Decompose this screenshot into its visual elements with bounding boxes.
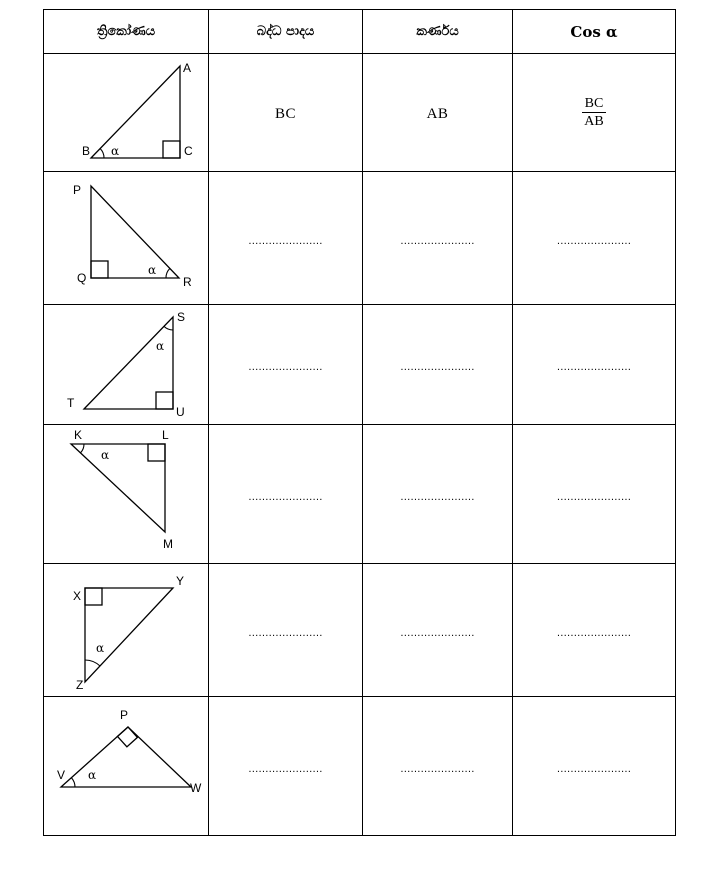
vertex-label-y: Y xyxy=(176,574,185,588)
vertex-label-p: P xyxy=(120,708,129,722)
triangle-xyz-cell xyxy=(44,564,209,697)
hypotenuse-answer-cell xyxy=(363,54,513,172)
hypotenuse-blank-cell[interactable] xyxy=(363,172,513,305)
adjacent-answer-cell xyxy=(209,54,363,172)
answer-blank[interactable]: ...................... xyxy=(400,235,475,247)
table-row xyxy=(44,305,676,425)
hypotenuse-answer: AB xyxy=(426,105,449,122)
answer-blank[interactable]: ...................... xyxy=(400,763,475,775)
hypotenuse-blank-cell[interactable] xyxy=(363,425,513,564)
cos-blank-cell[interactable] xyxy=(513,172,676,305)
vertex-label-m: M xyxy=(163,537,173,551)
cos-answer-cell xyxy=(513,54,676,172)
triangle-klm-figure xyxy=(44,425,209,563)
triangle-pvw-figure xyxy=(44,697,209,835)
answer-blank[interactable]: ...................... xyxy=(248,235,323,247)
vertex-label-w: W xyxy=(190,781,202,795)
adjacent-blank-cell[interactable] xyxy=(209,305,363,425)
cos-numerator: BC xyxy=(582,95,605,113)
cos-blank-cell[interactable] xyxy=(513,697,676,836)
cos-blank-cell[interactable] xyxy=(513,305,676,425)
table-row xyxy=(44,564,676,697)
adjacent-answer: BC xyxy=(274,105,296,122)
triangle-pqr-figure xyxy=(44,172,209,304)
answer-blank[interactable]: ...................... xyxy=(400,491,475,503)
vertex-label-c: C xyxy=(184,144,193,158)
triangle-pqr-cell xyxy=(44,172,209,305)
vertex-label-v: V xyxy=(57,768,66,782)
adjacent-blank-cell[interactable] xyxy=(209,564,363,697)
angle-alpha-label: α xyxy=(148,263,157,277)
vertex-label-q: Q xyxy=(77,271,87,285)
triangle-pvw-cell xyxy=(44,697,209,836)
header-cos-alpha: Cos α xyxy=(513,10,676,54)
angle-alpha-label: α xyxy=(101,448,110,462)
header-row xyxy=(44,10,676,54)
triangle-klm-cell xyxy=(44,425,209,564)
answer-blank[interactable]: ...................... xyxy=(556,491,632,503)
answer-blank[interactable]: ...................... xyxy=(400,627,475,639)
answer-blank[interactable]: ...................... xyxy=(556,235,632,247)
table-row xyxy=(44,54,676,172)
cos-blank-cell[interactable] xyxy=(513,564,676,697)
answer-blank[interactable]: ...................... xyxy=(556,763,632,775)
vertex-label-k: K xyxy=(74,428,83,442)
vertex-label-x: X xyxy=(73,589,82,603)
table-row xyxy=(44,425,676,564)
answer-blank[interactable]: ...................... xyxy=(248,627,323,639)
hypotenuse-blank-cell[interactable] xyxy=(363,564,513,697)
vertex-label-b: B xyxy=(82,144,91,158)
cos-fraction xyxy=(582,95,605,130)
angle-alpha-label: α xyxy=(156,339,165,353)
hypotenuse-blank-cell[interactable] xyxy=(363,697,513,836)
table-row xyxy=(44,697,676,836)
triangle-stu-cell xyxy=(44,305,209,425)
angle-alpha-label: α xyxy=(96,641,105,655)
angle-alpha-label: α xyxy=(111,144,120,158)
vertex-label-r: R xyxy=(183,275,192,289)
vertex-label-p: P xyxy=(73,183,82,197)
angle-alpha-label: α xyxy=(88,768,97,782)
table-row xyxy=(44,172,676,305)
vertex-label-u: U xyxy=(176,405,185,419)
trig-worksheet-table xyxy=(43,9,676,836)
adjacent-blank-cell[interactable] xyxy=(209,425,363,564)
answer-blank[interactable]: ...................... xyxy=(248,763,323,775)
hypotenuse-blank-cell[interactable] xyxy=(363,305,513,425)
answer-blank[interactable]: ...................... xyxy=(556,362,632,373)
header-adjacent-side: බද්ධ පාදය xyxy=(209,10,363,54)
adjacent-blank-cell[interactable] xyxy=(209,172,363,305)
triangle-xyz-figure xyxy=(44,564,209,696)
answer-blank[interactable]: ...................... xyxy=(248,362,323,373)
triangle-stu-figure xyxy=(44,305,209,424)
cos-denominator: AB xyxy=(584,114,604,129)
adjacent-blank-cell[interactable] xyxy=(209,697,363,836)
vertex-label-l: L xyxy=(162,428,169,442)
vertex-label-a: A xyxy=(183,61,192,75)
answer-blank[interactable]: ...................... xyxy=(400,362,475,373)
vertex-label-s: S xyxy=(177,310,186,324)
vertex-label-z: Z xyxy=(76,678,84,692)
triangle-abc-cell xyxy=(44,54,209,172)
header-hypotenuse: කර්ණය xyxy=(363,10,513,54)
triangle-abc-figure xyxy=(44,54,209,171)
answer-blank[interactable]: ...................... xyxy=(248,491,323,503)
vertex-label-t: T xyxy=(67,396,75,410)
cos-blank-cell[interactable] xyxy=(513,425,676,564)
header-triangle: ත්‍රිකෝණය xyxy=(44,10,209,54)
answer-blank[interactable]: ...................... xyxy=(556,627,632,639)
